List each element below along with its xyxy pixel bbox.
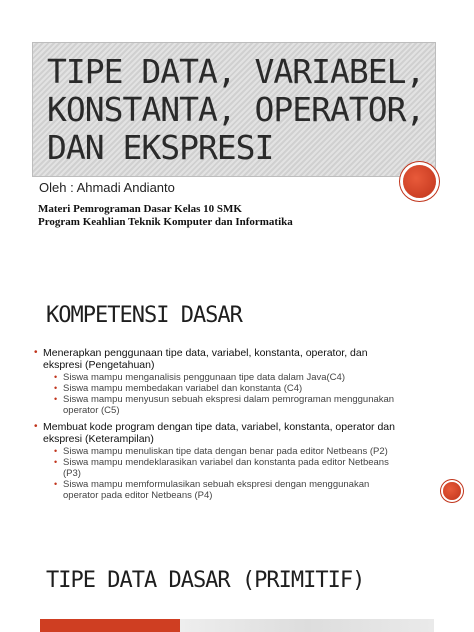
bullet-list [34, 347, 404, 506]
decorative-circle [443, 482, 461, 500]
title-line-3: DAN EKSPRESI [47, 128, 274, 167]
title-line-2: KONSTANTA, OPERATOR, [47, 90, 425, 129]
sub-bullet-item: • Siswa mampu membedakan variabel dan konstanta (C4) [54, 383, 404, 394]
decorative-circle [403, 165, 436, 198]
bullet-item [34, 421, 404, 501]
bullet-text: Membuat kode program dengan tipe data, variabel, konstanta, operator dan ekspresi (Keterampilan) [43, 421, 395, 445]
sub-bullet-item: • Siswa mampu menyusun sebuah ekspresi dalam pemrograman menggunakan operator (C5) [54, 394, 404, 416]
sub-bullet-item: • Siswa mampu mendeklarasikan variabel dan konstanta pada editor Netbeans (P3) [54, 457, 404, 479]
table-header-cell [40, 619, 180, 632]
title-box [32, 42, 436, 177]
table-header-bar [180, 619, 434, 632]
sub-bullet-list [43, 372, 404, 416]
bullet-text: Menerapkan penggunaan tipe data, variabel, konstanta, operator, dan ekspresi (Pengetahuan) [43, 347, 368, 371]
bullet-item [34, 347, 404, 416]
tipe-data-slide [0, 548, 474, 632]
sub-bullet-item: • Siswa mampu memformulasikan sebuah ekspresi dengan menggunakan operator pada editor Netbeans (P4) [54, 479, 404, 501]
subtitle-course: Materi Pemrograman Dasar Kelas 10 SMK [38, 203, 242, 215]
sub-bullet-item: • Siswa mampu menganalisis penggunaan tipe data dalam Java(C4) [54, 372, 404, 383]
kompetensi-slide [0, 283, 474, 521]
subtitle-program: Program Keahlian Teknik Komputer dan Informatika [38, 216, 293, 228]
slide-heading: KOMPETENSI DASAR [46, 303, 242, 328]
slide-title [47, 53, 427, 167]
slide-heading: TIPE DATA DASAR (PRIMITIF) [46, 568, 365, 593]
author-line: Oleh : Ahmadi Andianto [39, 180, 175, 195]
sub-bullet-list [43, 446, 404, 501]
title-line-1: TIPE DATA, VARIABEL, [47, 52, 425, 91]
title-slide [0, 0, 474, 268]
sub-bullet-item: • Siswa mampu menuliskan tipe data dengan benar pada editor Netbeans (P2) [54, 446, 404, 457]
